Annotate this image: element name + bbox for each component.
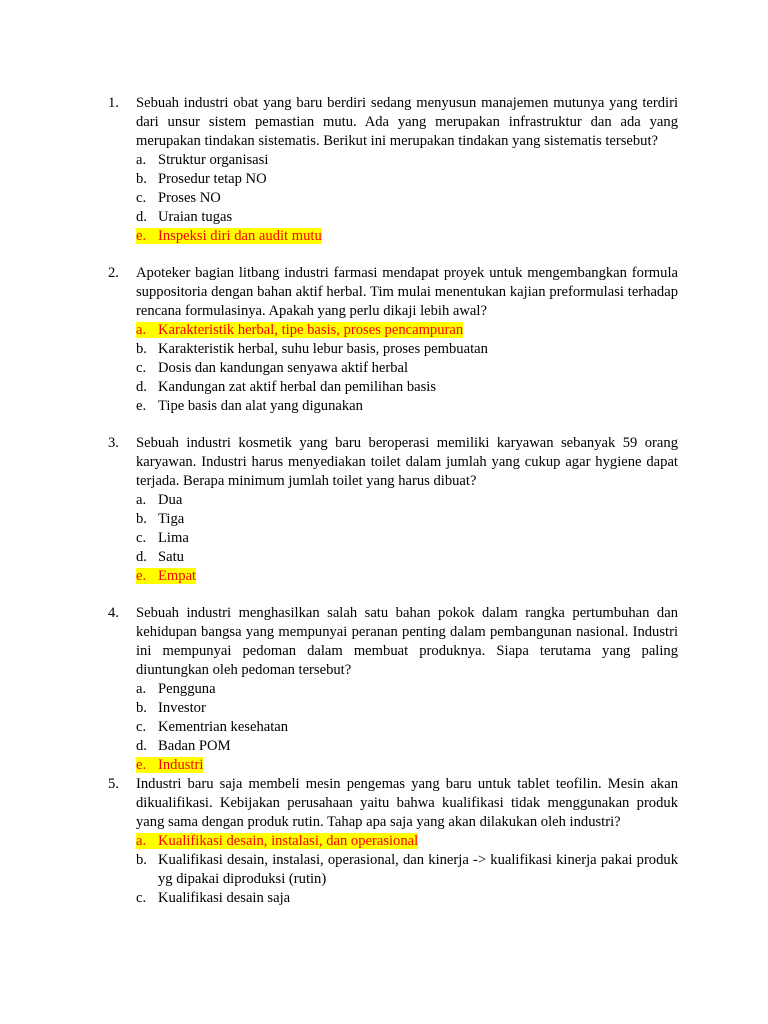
option-letter: a. <box>136 492 147 508</box>
option-text: Prosedur tetap NO <box>158 171 267 187</box>
question-text: Apoteker bagian litbang industri farmasi mendapat proyek untuk mengembangkan formula suppositoria dengan bahan aktif herbal. Tim mulai menentukan kajian preformulasi terhadap rencana formulasinya. Apakah yang perlu dikaji lebih awal? <box>136 265 678 319</box>
option-text: Karakteristik herbal, suhu lebur basis, proses pembuatan <box>158 341 488 357</box>
option-text: Satu <box>158 549 184 565</box>
option-letter: d. <box>136 209 147 225</box>
question-text: Sebuah industri obat yang baru berdiri sedang menyusun manajemen mutunya yang terdiri dari unsur sistem pemastian mutu. Ada yang merupakan infrastruktur dan ada yang merupakan tindakan sistematis. Berikut ini merupakan tindakan yang sistematis tersebut? <box>136 95 678 149</box>
option-letter: c. <box>136 719 147 735</box>
option-letter: a. <box>136 681 147 697</box>
question-text: Industri baru saja membeli mesin pengemas yang baru untuk tablet teofilin. Mesin akan dikualifikasi. Kebijakan perusahaan yaitu bahwa kualifikasi tidak menggunakan produk yang sama dengan produk rutin. Tahap apa saja yang akan dilakukan oleh industri? <box>136 776 678 830</box>
answer-option <box>136 718 678 737</box>
option-letter: c. <box>136 890 147 906</box>
answer-option <box>136 378 678 397</box>
question-number: 3. <box>108 435 119 451</box>
answer-options <box>136 321 678 416</box>
question-number: 4. <box>108 605 119 621</box>
answer-option <box>136 680 678 699</box>
option-text: Tipe basis dan alat yang digunakan <box>158 398 363 414</box>
question-body <box>136 434 678 586</box>
option-text: Investor <box>158 700 206 716</box>
option-text: Lima <box>158 530 189 546</box>
answer-highlight <box>136 833 418 849</box>
option-letter: e. <box>136 757 147 773</box>
answer-option <box>136 189 678 208</box>
option-letter: e. <box>136 568 147 584</box>
answer-option <box>136 170 678 189</box>
option-text: Kualifikasi desain saja <box>158 890 291 906</box>
answer-options <box>136 832 678 908</box>
question-text: Sebuah industri menghasilkan salah satu bahan pokok dalam rangka pertumbuhan dan kehidupan bangsa yang mempunyai peranan penting dalam pembangunan nasional. Industri ini mempunyai pedoman dalam membuat produknya. Siapa terutama yang paling diuntungkan oleh pedoman tersebut? <box>136 605 678 678</box>
option-letter: a. <box>136 152 147 168</box>
question-5 <box>108 775 678 908</box>
question-2 <box>108 264 678 416</box>
question-list <box>108 94 678 908</box>
answer-options <box>136 151 678 246</box>
question-body <box>136 264 678 416</box>
option-text: Empat <box>158 568 197 584</box>
question-body <box>136 775 678 908</box>
option-letter: e. <box>136 398 147 414</box>
option-letter: c. <box>136 530 147 546</box>
option-letter: c. <box>136 190 147 206</box>
option-letter: a. <box>136 322 147 338</box>
option-text: Dosis dan kandungan senyawa aktif herbal <box>158 360 409 376</box>
option-text: Dua <box>158 492 183 508</box>
option-letter: b. <box>136 852 147 868</box>
answer-option-highlighted <box>136 567 678 586</box>
option-text: Badan POM <box>158 738 231 754</box>
answer-option <box>136 208 678 227</box>
answer-option-highlighted <box>136 321 678 340</box>
option-text: Struktur organisasi <box>158 152 269 168</box>
question-number: 1. <box>108 95 119 111</box>
answer-highlight <box>136 322 463 338</box>
answer-option <box>136 529 678 548</box>
answer-options <box>136 680 678 775</box>
option-letter: d. <box>136 379 147 395</box>
answer-option <box>136 397 678 416</box>
option-text: Kualifikasi desain, instalasi, dan operasional <box>158 833 419 849</box>
question-number: 5. <box>108 776 119 792</box>
question-1 <box>108 94 678 246</box>
answer-option <box>136 510 678 529</box>
answer-option-highlighted <box>136 227 678 246</box>
option-letter: a. <box>136 833 147 849</box>
answer-option <box>136 340 678 359</box>
option-letter: b. <box>136 511 147 527</box>
option-text: Industri <box>158 757 204 773</box>
question-number: 2. <box>108 265 119 281</box>
option-text: Uraian tugas <box>158 209 233 225</box>
question-body <box>136 94 678 246</box>
answer-option <box>136 491 678 510</box>
question-text: Sebuah industri kosmetik yang baru beroperasi memiliki karyawan sebanyak 59 orang karyawan. Industri harus menyediakan toilet dalam jumlah yang cukup agar hygiene dapat terjada. Berapa minimum jumlah toilet yang harus dibuat? <box>136 435 678 489</box>
answer-option-highlighted <box>136 756 678 775</box>
option-text: Inspeksi diri dan audit mutu <box>158 228 322 244</box>
option-letter: e. <box>136 228 147 244</box>
answer-option <box>136 889 678 908</box>
option-text: Karakteristik herbal, tipe basis, proses pencampuran <box>158 322 464 338</box>
option-letter: b. <box>136 700 147 716</box>
option-letter: b. <box>136 171 147 187</box>
answer-options <box>136 491 678 586</box>
answer-option <box>136 151 678 170</box>
answer-option-highlighted <box>136 832 678 851</box>
answer-option <box>136 851 678 889</box>
question-4 <box>108 604 678 775</box>
option-text: Kandungan zat aktif herbal dan pemilihan basis <box>158 379 437 395</box>
question-3 <box>108 434 678 586</box>
answer-highlight <box>136 757 203 773</box>
option-letter: c. <box>136 360 147 376</box>
option-text: Kualifikasi desain, instalasi, operasional, dan kinerja -> kualifikasi kinerja pakai produk yg dipakai diproduksi (rutin) <box>158 852 678 887</box>
option-text: Kementrian kesehatan <box>158 719 289 735</box>
answer-option <box>136 359 678 378</box>
question-body <box>136 604 678 775</box>
answer-option <box>136 737 678 756</box>
answer-option <box>136 699 678 718</box>
option-letter: d. <box>136 549 147 565</box>
option-letter: d. <box>136 738 147 754</box>
option-text: Proses NO <box>158 190 221 206</box>
option-text: Pengguna <box>158 681 216 697</box>
option-text: Tiga <box>158 511 185 527</box>
answer-highlight <box>136 568 196 584</box>
option-letter: b. <box>136 341 147 357</box>
answer-option <box>136 548 678 567</box>
answer-highlight <box>136 228 322 244</box>
